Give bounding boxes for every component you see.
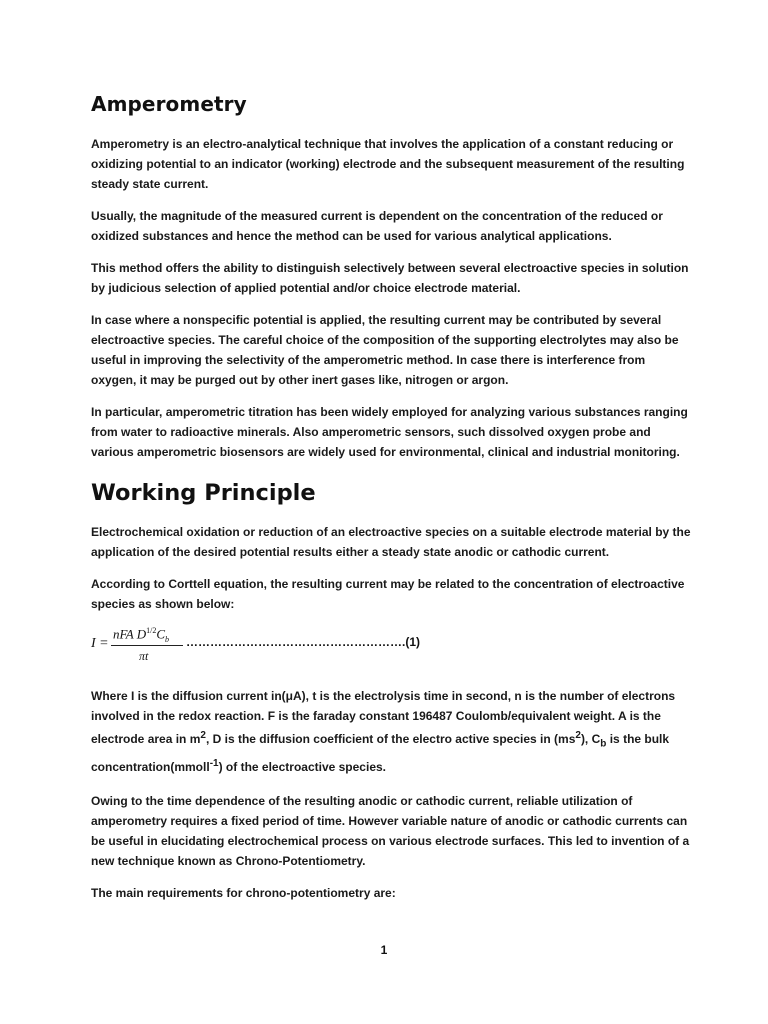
intro-paragraph: In particular, amperometric titration has been widely employed for analyzing various substances ranging from water to radioactive minerals. Also amperometric sensors, such dissolved oxygen probe and various amperometric biosensors are widely used for environmental, clinical and industrial monitoring. [91,405,688,459]
numerator-subscript: b [165,634,170,644]
definitions-text: ), C [580,732,601,746]
page-content [91,92,691,903]
principle-paragraph: Electrochemical oxidation or reduction of an electroactive species on a suitable electrode material by the application of the desired potential results either a steady state anodic or cathodic current. [91,525,691,559]
numerator-text: nFA D [113,626,147,642]
equation-equals: = [100,636,108,651]
definitions-text: is the bulk concentration(mmoll [91,732,670,775]
equation-number [186,635,420,649]
intro-paragraph: In case where a nonspecific potential is applied, the resulting current may be contributed by several electroactive species. The careful choice of the composition of the supporting electrolytes may also be useful in improving the selectivity of the amperometric method. In case there is interference from oxygen, it may be purged out by other inert gases like, nitrogen or argon. [91,313,679,387]
document-title: Amperometry [91,92,247,116]
page-number: 1 [380,943,388,957]
intro-paragraph: This method offers the ability to distinguish selectively between several electroactive species in solution by judicious selection of applied potential and/or choice electrode material. [91,261,689,295]
principle-paragraph: According to Corttell equation, the resulting current may be related to the concentration of electroactive species as shown below: [91,577,685,611]
definitions-text: ) of the electroactive species. [218,760,386,775]
cottrell-equation [91,626,691,674]
superscript: -1 [209,758,219,770]
equation-label: (1) [405,635,421,649]
definitions-text: , D is the diffusion coefficient of the electro active species in (ms [205,732,576,746]
subscript: b [600,738,607,750]
closing-paragraph: The main requirements for chrono-potentiometry are: [91,886,396,901]
equation-denominator: πt [139,649,149,663]
superscript: 2 [575,730,581,741]
superscript: 2 [200,730,206,741]
section-heading: Working Principle [91,480,316,506]
intro-paragraph: Usually, the magnitude of the measured current is dependent on the concentration of the reduced or oxidized substances and hence the method can be used for various analytical applications. [91,209,663,243]
numerator-exponent: 1/2 [146,626,157,635]
intro-paragraph: Amperometry is an electro-analytical technique that involves the application of a constant reducing or oxidizing potential to an indicator (working) electrode and the subsequent measurement of the resulting steady state current. [91,137,685,191]
definitions-paragraph [91,686,691,777]
closing-paragraph: Owing to the time dependence of the resulting anodic or cathodic current, reliable utilization of amperometry requires a fixed period of time. However variable nature of anodic or cathodic currents can be useful in elucidating electrochemical process on various electrode surfaces. This led to invention of a new technique known as Chrono-Potentiometry. [91,794,690,869]
definitions-text: Where I is the diffusion current in(μA), t is the electrolysis time in second, n is the number of electrons involved in the redox reaction. F is the faraday constant 196487 Coulomb/equivalent weight. A is the electrode area in m [91,689,676,746]
equation-lhs: I [91,636,96,651]
numerator-variable: C [156,626,166,642]
equation-leader-dots: ………………………………………………. [186,635,406,649]
equation-numerator [113,626,169,644]
fraction-bar [111,645,183,646]
